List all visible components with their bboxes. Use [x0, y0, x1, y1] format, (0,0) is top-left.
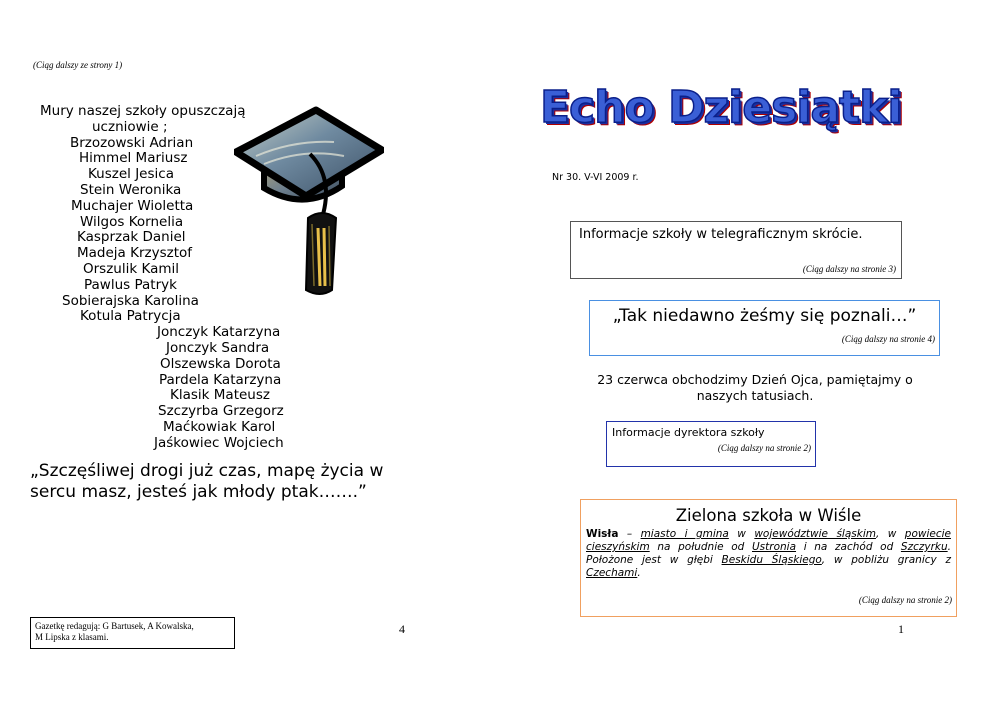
- body-text: .: [637, 567, 641, 579]
- body-text: –: [618, 528, 641, 540]
- graduate-name: Kuszel Jesica: [88, 166, 174, 183]
- continued-note: (Ciąg dalszy na stronie 2): [858, 595, 952, 605]
- graduate-name: Himmel Mariusz: [79, 150, 188, 167]
- box-title: Informacje szkoły w telegraficznym skrócie.: [579, 227, 863, 242]
- graduate-name: Jonczyk Sandra: [166, 339, 270, 356]
- graduate-name: Kotula Patrycja: [80, 308, 181, 325]
- link-text[interactable]: powiecie cieszyńskim: [586, 528, 951, 553]
- box-body: [586, 528, 951, 580]
- continued-note: (Ciąg dalszy na stronie 2): [717, 443, 811, 453]
- box-title: Zielona szkoła w Wiśle: [675, 506, 862, 525]
- graduate-name: Muchajer Wioletta: [71, 197, 194, 214]
- link-text[interactable]: Czechami: [586, 567, 638, 579]
- issue-number: Nr 30. V-VI 2009 r.: [552, 172, 639, 183]
- graduate-name: Klasik Mateusz: [170, 387, 270, 404]
- graduate-name: Madeja Krzysztof: [77, 245, 193, 262]
- lead-word: Wisła: [586, 528, 619, 540]
- graduate-name: Jonczyk Katarzyna: [157, 324, 281, 341]
- graduate-name: Stein Weronika: [80, 181, 182, 198]
- editors-box: [30, 617, 235, 649]
- graduate-name: Olszewska Dorota: [160, 355, 281, 372]
- page-number: 4: [399, 622, 405, 636]
- graduate-name: Kasprzak Daniel: [77, 229, 186, 246]
- fathers-day-note: 23 czerwca obchodzimy Dzień Ojca, pamiętajmy o naszych tatusiach.: [597, 372, 913, 403]
- body-text: . Położone jest w głębi: [586, 541, 951, 566]
- recently-met-box: [589, 300, 940, 356]
- graduate-name: Jaśkowiec Wojciech: [154, 434, 284, 451]
- box-title: Informacje dyrektora szkoły: [612, 426, 765, 439]
- graduate-name: Orszulik Kamil: [83, 260, 180, 277]
- link-text[interactable]: Szczyrku: [900, 541, 948, 553]
- link-text[interactable]: Ustronia: [752, 541, 797, 553]
- graduate-name: Pardela Katarzyna: [159, 371, 282, 388]
- farewell-quote: „Szczęśliwej drogi już czas, mapę życia w sercu masz, jesteś jak młody ptak…….”: [30, 461, 384, 502]
- intro-line: uczniowie ;: [92, 118, 168, 135]
- body-text: , w pobliżu granicy z: [821, 554, 951, 566]
- principal-info-box: [606, 421, 816, 467]
- link-text[interactable]: Beskidu Śląskiego: [721, 554, 822, 566]
- link-text[interactable]: miasto i gmina: [640, 528, 729, 540]
- green-school-box: [580, 499, 957, 617]
- body-text: w: [728, 528, 755, 540]
- graduation-cap-icon: [234, 100, 384, 314]
- telegraphic-news-box: [570, 221, 902, 279]
- page-number: 1: [898, 622, 904, 636]
- editors-line: M Lipska z klasami.: [35, 632, 109, 642]
- graduate-name: Sobierajska Karolina: [62, 292, 199, 309]
- continued-note: (Ciąg dalszy na stronie 3): [802, 264, 896, 274]
- editors-line: Gazetkę redagują: G Bartusek, A Kowalska,: [35, 621, 194, 631]
- body-text: i na zachód od: [796, 541, 901, 553]
- box-title: „Tak niedawno żeśmy się poznali…”: [612, 306, 917, 326]
- continued-from-note: (Ciąg dalszy ze strony 1): [33, 60, 123, 70]
- graduate-name: Pawlus Patryk: [84, 276, 177, 293]
- body-text: , w: [875, 528, 905, 540]
- continued-note: (Ciąg dalszy na stronie 4): [841, 334, 935, 344]
- intro-line: Mury naszej szkoły opuszczają: [40, 103, 246, 119]
- graduate-name: Wilgos Kornelia: [80, 213, 184, 230]
- link-text[interactable]: województwie śląskim: [754, 528, 876, 540]
- graduate-name: Szczyrba Grzegorz: [158, 403, 284, 420]
- graduate-name: Brzozowski Adrian: [70, 134, 194, 151]
- masthead-title: Echo Dziesiątki: [540, 82, 902, 133]
- body-text: na południe od: [649, 541, 752, 553]
- graduate-name: Maćkowiak Karol: [163, 418, 276, 435]
